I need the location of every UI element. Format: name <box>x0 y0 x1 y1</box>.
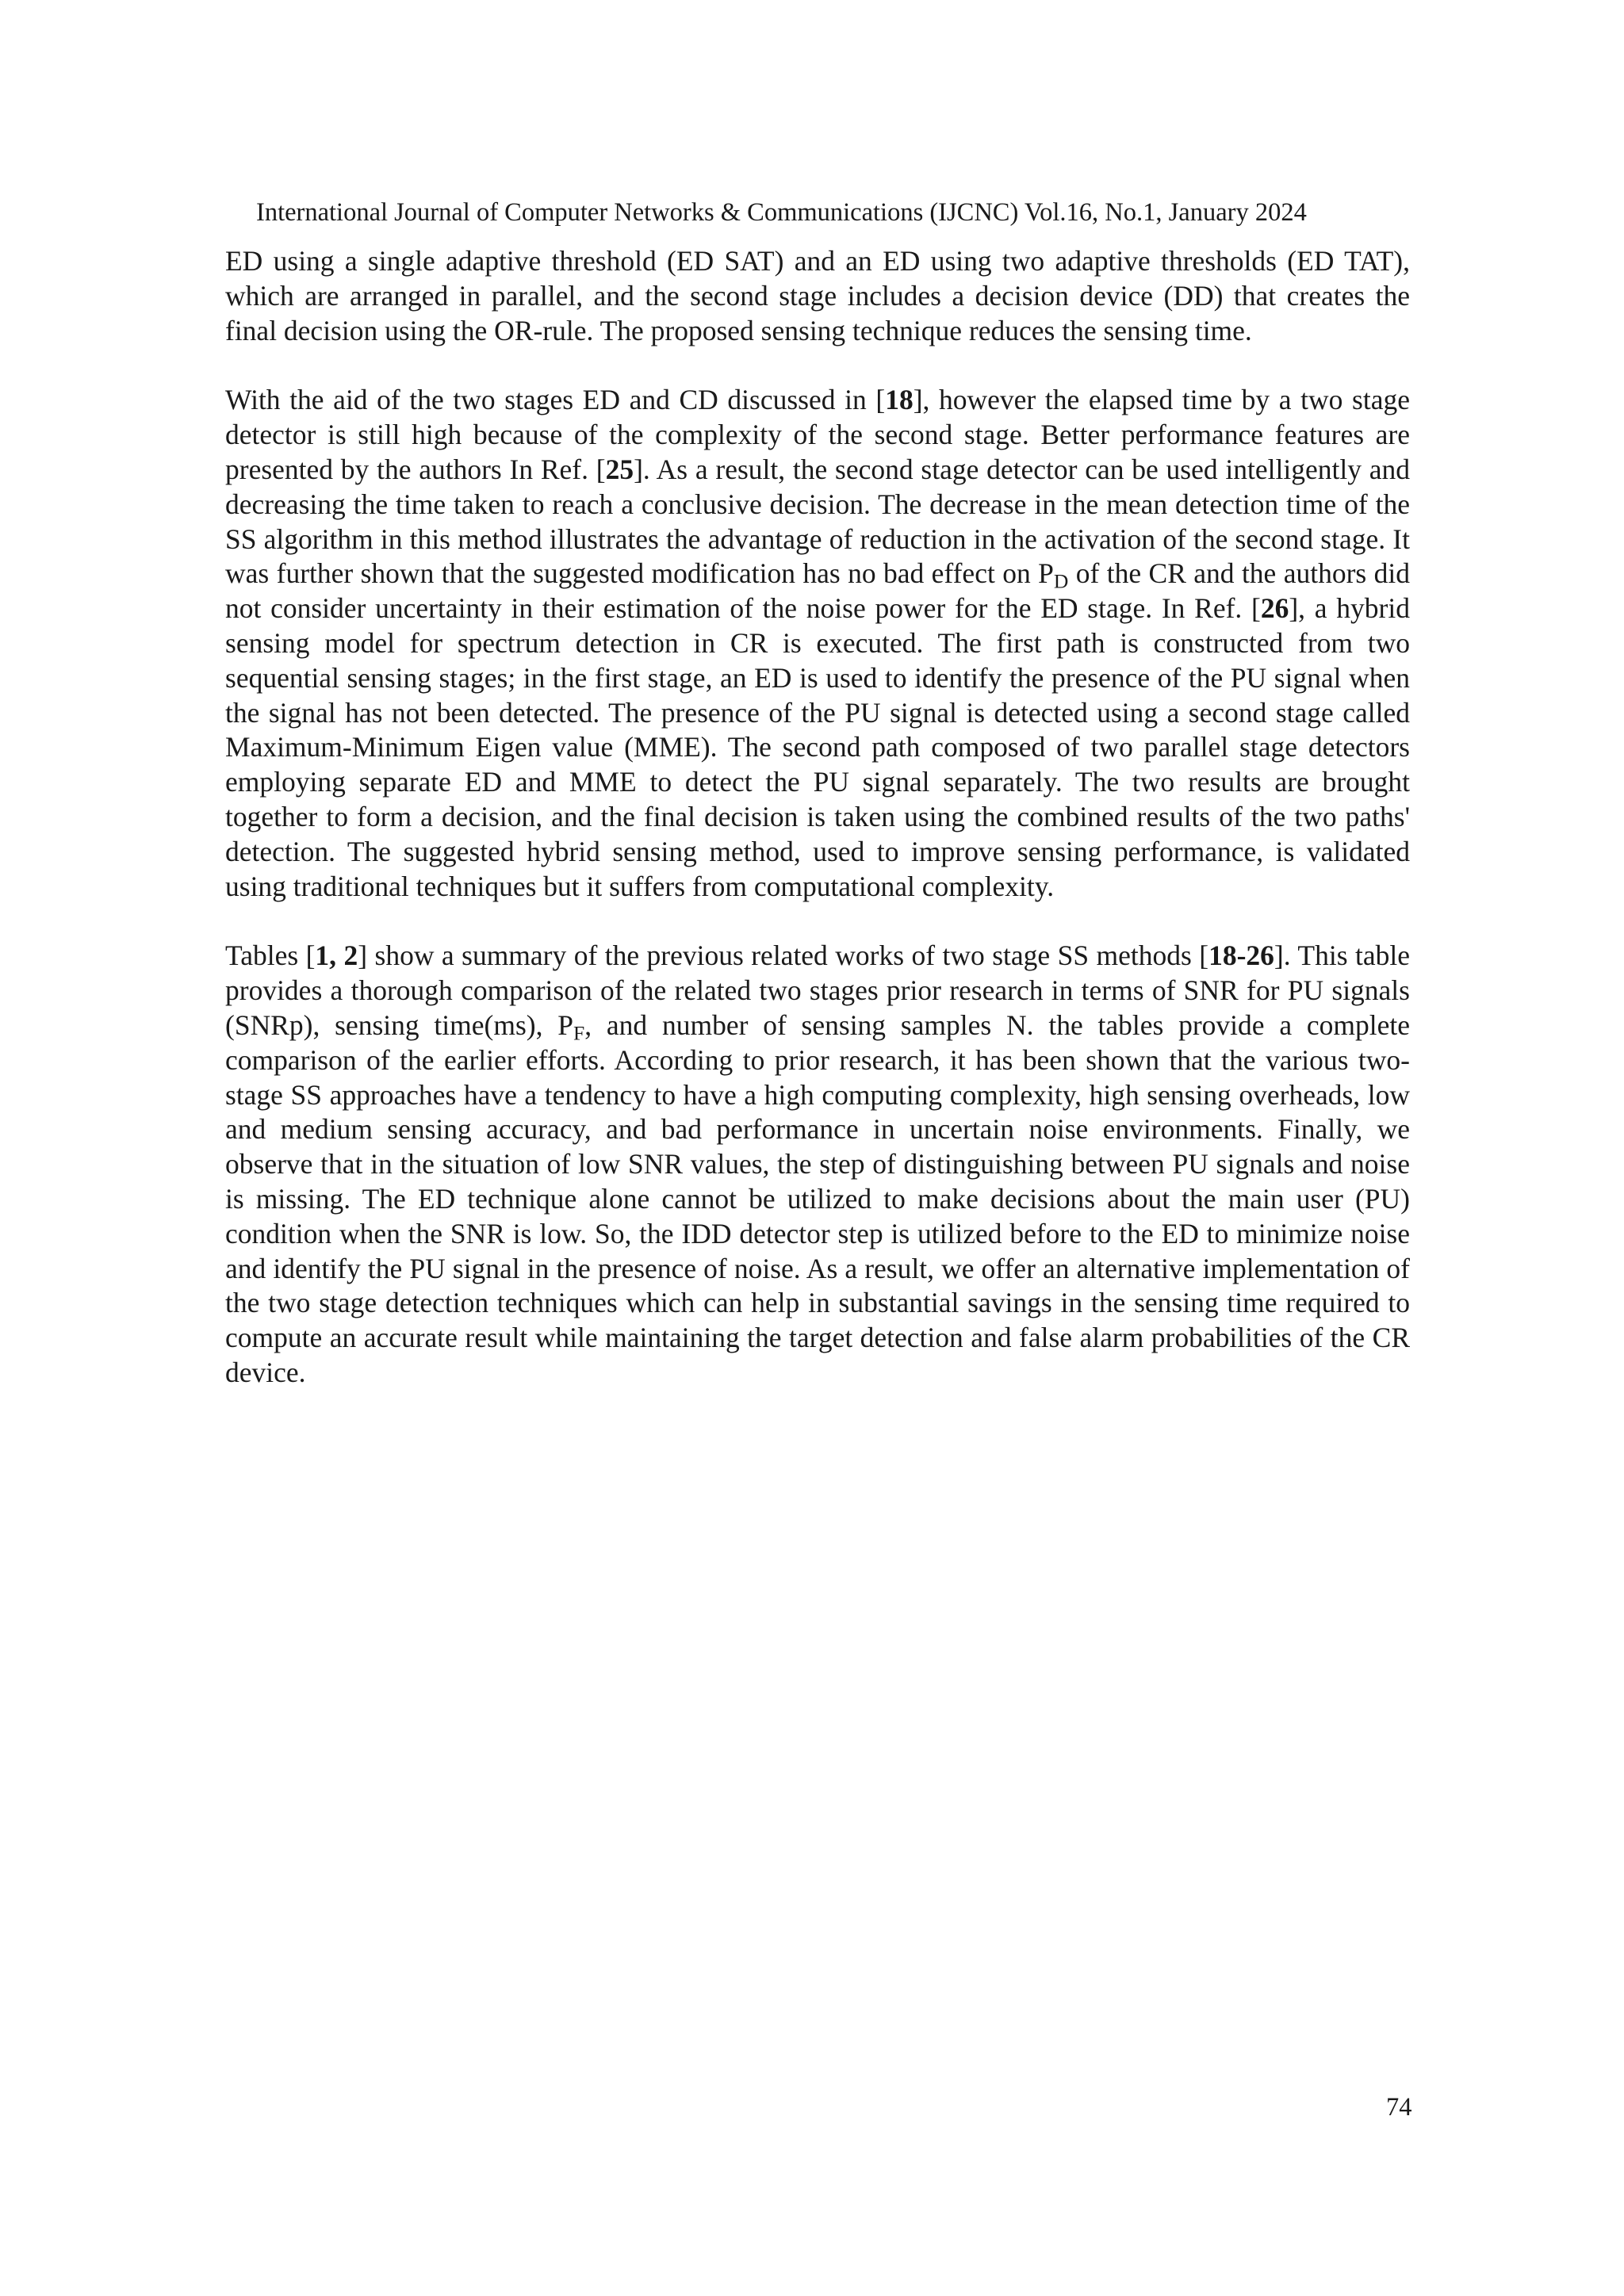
citation-ref-18-26: 18-26 <box>1208 939 1274 972</box>
text-segment: Tables [ <box>225 939 316 972</box>
subscript-f: F <box>573 1021 585 1045</box>
paragraph-1-text: ED using a single adaptive threshold (ED SAT) and an ED using two adaptive thresholds (ED TAT), which are arranged in parallel, and the second stage includes a decision device (DD) that creates the final decision using the OR-rule. The proposed sensing technique reduces the sensing time. <box>225 245 1410 346</box>
text-segment: ], a hybrid sensing model for spectrum detection in CR is executed. The first path is constructed from two sequential sensing stages; in the first stage, an ED is used to identify the presence of the PU signal when the signal has not been detected. The presence of the PU signal is detected using a second stage called Maximum-Minimum Eigen value (MME). The second path composed of two parallel stage detectors employing separate ED and MME to detect the PU signal separately. The two results are brought together to form a decision, and the final decision is taken using the combined results of the two paths' detection. The suggested hybrid sensing method, used to improve sensing performance, is validated using traditional techniques but it suffers from computational complexity. <box>225 592 1410 902</box>
citation-ref-25: 25 <box>605 453 634 485</box>
page-number: 74 <box>1386 2093 1412 2122</box>
paragraph-3 <box>225 939 1410 1390</box>
text-segment: of the CR and the authors did not consider uncertainty in their estimation of the noise power for the ED stage. In Ref. [ <box>225 557 1411 625</box>
body-text <box>225 244 1410 1391</box>
citation-ref-18: 18 <box>885 384 914 416</box>
text-segment: , and number of sensing samples N. the tables provide a complete comparison of the earlier efforts. According to prior research, it has been shown that the various two-stage SS approaches have a tendency to have a high computing complexity, high sensing overheads, low and medium sensing accuracy, and bad performance in uncertain noise environments. Finally, we observe that in the situation of low SNR values, the step of distinguishing between PU signals and noise is missing. The ED technique alone cannot be utilized to make decisions about the main user (PU) condition when the SNR is low. So, the IDD detector step is utilized before to the ED to minimize noise and identify the PU signal in the presence of noise. As a result, we offer an alternative implementation of the two stage detection techniques which can help in substantial savings in the sensing time required to compute an accurate result while maintaining the target detection and false alarm probabilities of the CR device. <box>225 1008 1410 1388</box>
citation-ref-26: 26 <box>1260 592 1289 625</box>
text-segment: ]. As a result, the second stage detector can be used intelligently and decreasing the time taken to reach a conclusive decision. The decrease in the mean detection time of the SS algorithm in this method illustrates the advantage of reduction in the activation of the second stage. It was further shown that the suggested modification has no bad effect on P <box>225 453 1410 590</box>
paragraph-1 <box>225 244 1410 348</box>
subscript-d: D <box>1053 569 1069 593</box>
text-segment: ], however the elapsed time by a two stage detector is still high because of the complexity of the second stage. Better performance features are presented by the authors In Ref. [ <box>225 384 1410 485</box>
running-header: International Journal of Computer Networks & Communications (IJCNC) Vol.16, No.1, January 2024 <box>256 198 1307 227</box>
text-segment: With the aid of the two stages ED and CD discussed in [ <box>225 384 886 416</box>
paragraph-2 <box>225 383 1410 904</box>
table-ref-1-2: 1, 2 <box>315 939 358 972</box>
text-segment: ]. This table provides a thorough comparison of the related two stages prior research in terms of SNR for PU signals (SNRp), sensing time(ms), P <box>225 939 1410 1041</box>
text-segment: ] show a summary of the previous related works of two stage SS methods [ <box>358 939 1209 972</box>
